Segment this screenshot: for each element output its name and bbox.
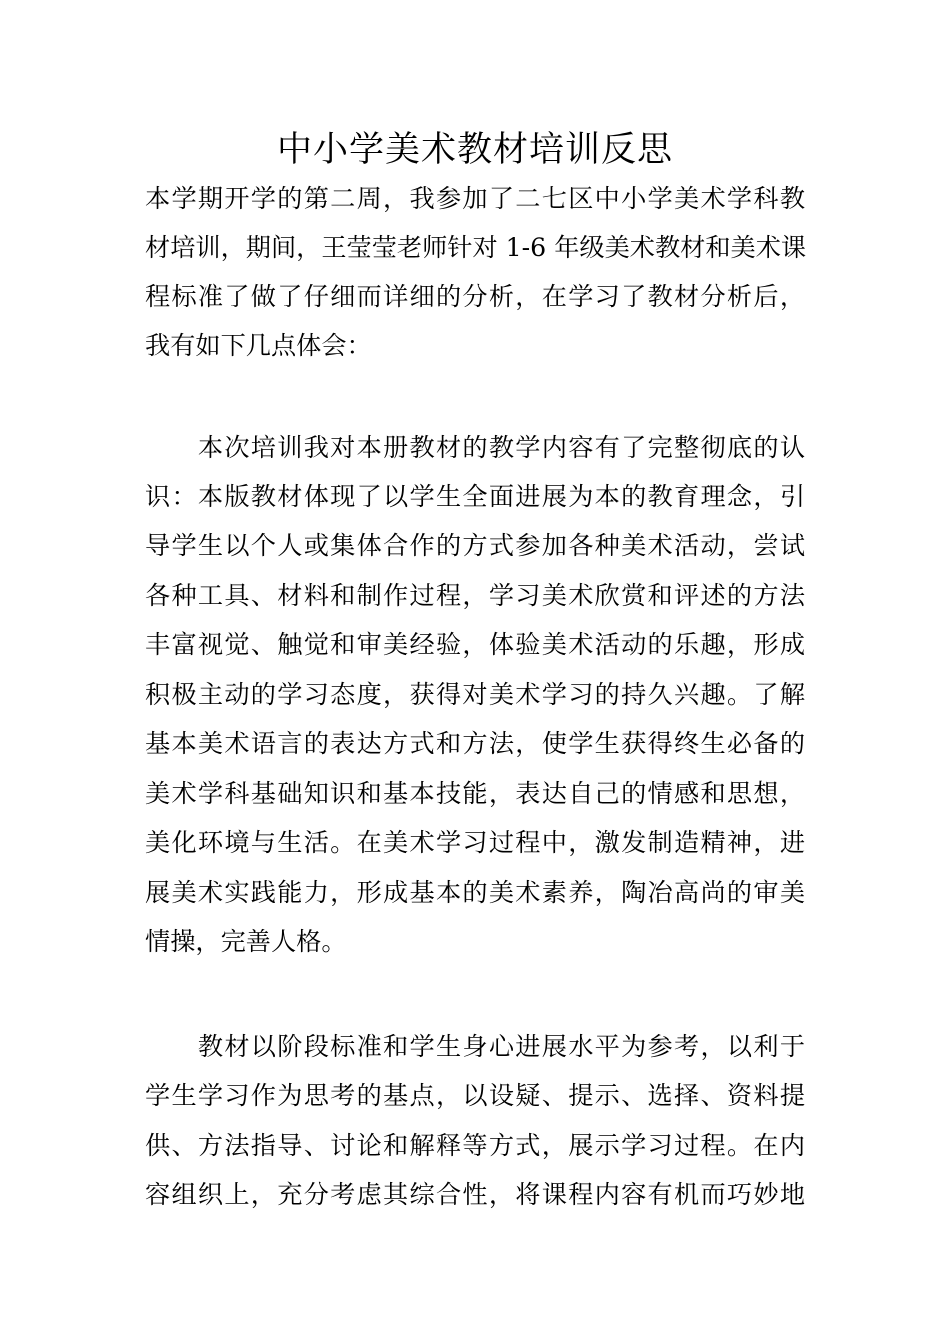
text-line: 识：本版教材体现了以学生全面进展为本的教育理念，引 — [145, 482, 805, 511]
text-line: 本学期开学的第二周，我参加了二七区中小学美术学科教 — [145, 184, 805, 213]
text-line: 我有如下几点体会： — [145, 331, 372, 360]
text-line: 积极主动的学习态度，获得对美术学习的持久兴趣。了解 — [145, 680, 805, 709]
text-line: 学生学习作为思考的基点，以设疑、提示、选择、资料提 — [145, 1081, 805, 1110]
text-line: 展美术实践能力，形成基本的美术素养，陶冶高尚的审美 — [145, 878, 805, 907]
document-title: 中小学美术教材培训反思 — [276, 130, 673, 170]
text-line: 容组织上，充分考虑其综合性，将课程内容有机而巧妙地 — [145, 1180, 805, 1209]
text-line: 本次培训我对本册教材的教学内容有了完整彻底的认 — [145, 433, 805, 462]
text-line: 丰富视觉、触觉和审美经验，体验美术活动的乐趣，形成 — [145, 630, 805, 659]
text-line: 美化环境与生活。在美术学习过程中，激发制造精神，进 — [145, 828, 805, 857]
text-line: 教材以阶段标准和学生身心进展水平为参考，以利于 — [145, 1032, 805, 1061]
text-line: 情操，完善人格。 — [145, 927, 347, 956]
text-line: 程标准了做了仔细而详细的分析，在学习了教材分析后， — [145, 282, 805, 311]
text-line: 供、方法指导、讨论和解释等方式，展示学习过程。在内 — [145, 1131, 805, 1160]
text-line: 基本美术语言的表达方式和方法，使学生获得终生必备的 — [145, 729, 805, 758]
text-line: 材培训，期间，王莹莹老师针对 1-6 年级美术教材和美术课 — [145, 233, 807, 262]
text-line: 各种工具、材料和制作过程，学习美术欣赏和评述的方法 — [145, 581, 805, 610]
text-line: 美术学科基础知识和基本技能，表达自己的情感和思想， — [145, 779, 805, 808]
text-line: 导学生以个人或集体合作的方式参加各种美术活动，尝试 — [145, 531, 805, 560]
